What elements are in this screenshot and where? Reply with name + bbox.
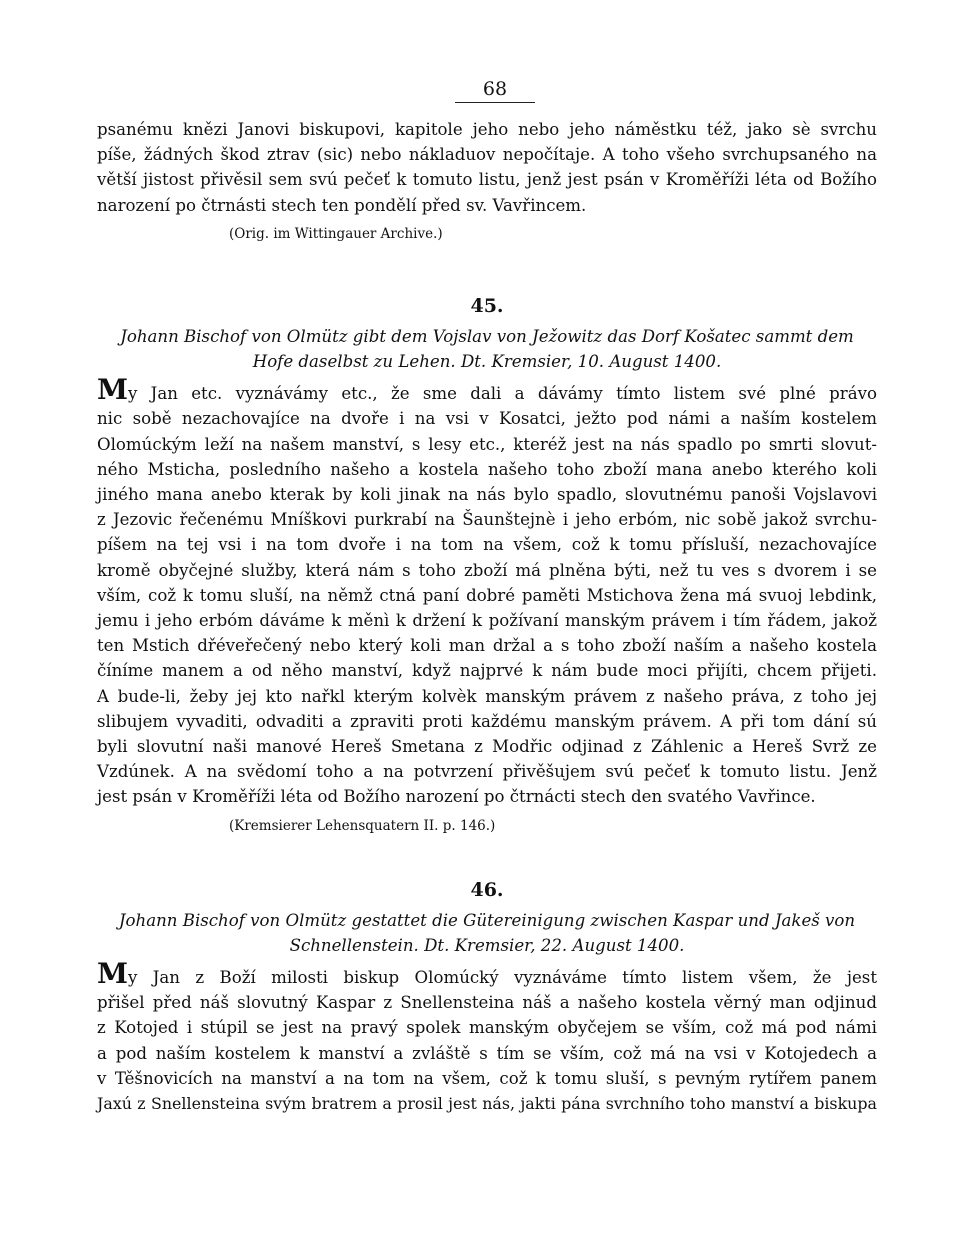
doc44-line: píše, žádných škod ztrav (sic) nebo nákladuov nepočítaje. A toho všeho svrchupsaného na — [97, 145, 877, 165]
doc46-regest-line: Schnellenstein. Dt. Kremsier, 22. August 1400. — [289, 935, 685, 955]
doc45-line: nic sobě nezachovajíce na dvoře i na vsi v Kosatci, ježto pod námi a naším kostelem — [97, 409, 877, 429]
doc45-line: A bude-li, žeby jej kto nařkl kterým kolvèk manským právem z našeho práva, z toho jej — [97, 686, 877, 706]
doc45-first-line-text: y Jan etc. vyznávámy etc., že sme dali a dávámy tímto listem své plné právo — [128, 384, 877, 404]
doc44-line: narození po čtrnásti stech ten pondělí před sv. Vavřincem. — [97, 195, 587, 215]
doc45-line: Olomúckým leží na našem manství, s lesy etc., kteréž jest na nás spadlo po smrti slovut- — [97, 434, 877, 454]
doc45-line: ten Mstich dřéveřečený nebo který koli man držal a s toho zboží naším a našeho kostela — [97, 636, 877, 656]
doc45-line: z Jezovic řečenému Mníškovi purkrabí na Šaunštejnè i jeho erbóm, nic sobě jakož svrchu- — [97, 510, 877, 530]
doc45-line: byli slovutní naši manové Hereš Smetana z Modřic odjinad z Záhlenic a Hereš Svrž ze — [97, 737, 877, 757]
document-page — [97, 78, 877, 1116]
doc45-line: kromě obyčejné služby, která nám s toho zboží má plněna býti, než tu ves s dvorem i se — [97, 560, 877, 580]
doc46-number: 46. — [470, 878, 504, 901]
page-number-text: 68 — [482, 78, 508, 100]
doc45-regest-line: Hofe daselbst zu Lehen. Dt. Kremsier, 10. August 1400. — [252, 352, 722, 372]
doc46-regest-line: Johann Bischof von Olmütz gestattet die Gütereinigung zwischen Kaspar und Jakeš von — [118, 910, 856, 930]
doc45-number: 45. — [470, 294, 504, 317]
doc46-line: v Těšnovicích na manství a na tom na všem, což k tomu sluší, s pevným rytířem panem — [97, 1068, 877, 1088]
doc45-line: jiného mana anebo kterak by koli jinak na nás bylo spadlo, slovutnému panoši Vojslavovi — [97, 485, 877, 505]
doc45-source-note: (Kremsierer Lehensquatern II. p. 146.) — [229, 817, 496, 834]
doc44-line: větší jistost přivěsil sem svú pečeť k tomuto listu, jenž jest psán v Kroměříži léta od Božího — [97, 170, 877, 190]
doc46-first-line-text: y Jan z Boží milosti biskup Olomúcký vyznáváme tímto listem všem, že jest — [128, 968, 877, 988]
doc45-first-line — [97, 373, 877, 407]
page-number-rule — [455, 102, 535, 103]
doc45-line: jemu i jeho erbóm dáváme k měnì k držení k požívaní manským právem i tím řádem, jakož — [97, 611, 877, 631]
doc45-line: ného Msticha, posledního našeho a kostela našeho toho zboží mana anebo kterého koli — [97, 459, 877, 479]
doc45-initial-letter: M — [97, 373, 128, 407]
doc45-line: vším, což k tomu sluší, na němž ctná paní dobré paměti Mstichova žena má svuoj lebdink, — [97, 585, 877, 605]
doc44-line: psanému knězi Janovi biskupovi, kapitole jeho nebo jeho náměstku též, jako sè svrchu — [97, 120, 877, 139]
doc44-continuation — [97, 117, 877, 244]
doc45-regest-line: Johann Bischof von Olmütz gibt dem Vojslav von Ježowitz das Dorf Košatec sammt dem — [120, 326, 854, 346]
doc46-heading — [97, 878, 877, 958]
doc46-first-line — [97, 957, 877, 991]
doc46-line: přišel před náš slovutný Kaspar z Snellensteina náš a našeho kostela věrný man odjinud — [97, 993, 877, 1013]
doc46-line: a pod naším kostelem k manství a zvláště s tím se vším, což má na vsi v Kotojedech a — [97, 1043, 877, 1063]
doc46-initial-letter: M — [97, 957, 128, 991]
doc45-line: slibujem vyvaditi, odvaditi a zpraviti proti každému manským právem. A při tom dání sú — [97, 711, 877, 731]
doc45-line: Vzdúnek. A na svědomí toho a na potvrzení přivěšujem svú pečeť k tomuto listu. Jenž — [97, 762, 877, 782]
page-number — [97, 78, 877, 103]
doc46-line: Jaxú z Snellensteina svým bratrem a prosil jest nás, jakti pána svrchního toho manství a biskupa — [97, 1094, 877, 1114]
doc45-line: jest psán v Kroměříži léta od Božího narození po čtrnácti stech den svatého Vavřince. — [97, 787, 816, 807]
doc46-regest — [97, 908, 877, 958]
doc44-source-note: (Orig. im Wittingauer Archive.) — [229, 225, 443, 242]
doc45-heading — [97, 294, 877, 374]
doc46-line: z Kotojed i stúpil se jest na pravý spolek manským obyčejem se vším, což má pod námi — [97, 1018, 877, 1038]
doc45-body — [97, 373, 877, 835]
doc45-line: číníme manem a od něho manství, když najprvé k nám bude moci přijíti, chcem přijeti. — [97, 661, 877, 681]
doc45-regest — [97, 324, 877, 374]
doc46-body — [97, 957, 877, 1116]
doc45-line: píšem na tej vsi i na tom dvoře i na tom na všem, což k tomu přísluší, nezachovajíce — [97, 535, 877, 555]
